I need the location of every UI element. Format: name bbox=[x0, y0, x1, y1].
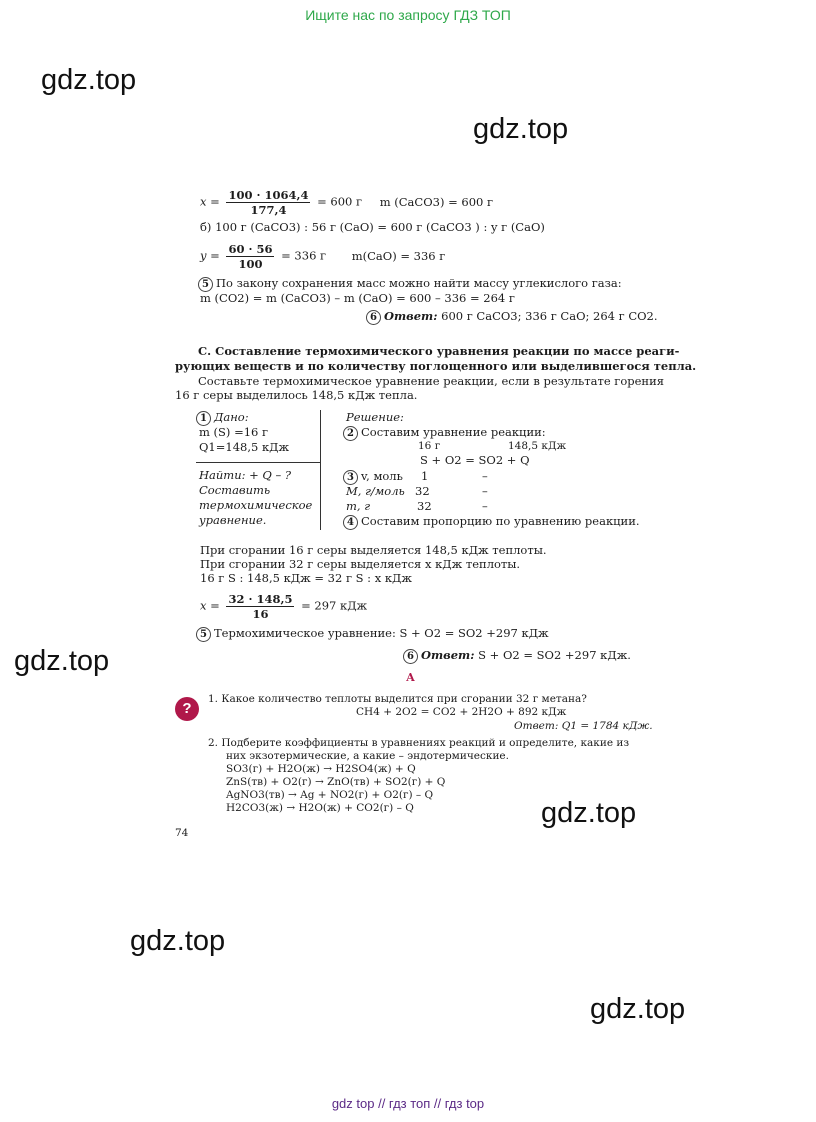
step-number-badge: 5 bbox=[198, 277, 213, 292]
watermark: gdz.top bbox=[41, 64, 137, 96]
section-heading-cont: рующих веществ и по количеству поглощенного или выделившегося тепла. bbox=[175, 359, 697, 373]
watermark: gdz.top bbox=[590, 993, 686, 1025]
step-number-badge: 1 bbox=[196, 411, 211, 426]
proportion-line-2: При сгорании 32 г серы выделяется x кДж теплоты. bbox=[200, 557, 521, 571]
reaction-3: AgNO3(тв) → Ag + NO2(г) + O2(г) – Q bbox=[226, 789, 434, 801]
reaction-equation: S + O2 = SO2 + Q bbox=[420, 453, 530, 467]
watermark: gdz.top bbox=[541, 797, 637, 829]
row-amount-dash: – bbox=[482, 469, 488, 483]
step-number-badge: 6 bbox=[366, 310, 381, 325]
exercise-1: 1. Какое количество теплоты выделится при сгорании 32 г метана? bbox=[208, 693, 587, 705]
given-title: 1 Дано: bbox=[196, 410, 249, 426]
answer-line: 6 Ответ: 600 г CaCO3; 336 г CaO; 264 г CO2. bbox=[366, 309, 658, 325]
page-number: 74 bbox=[175, 827, 189, 839]
row-mass-value: 32 bbox=[417, 499, 432, 513]
given-heat: Q1=148,5 кДж bbox=[199, 440, 290, 454]
find-text: Найти: + Q – ? bbox=[199, 468, 292, 482]
given-mass: m (S) =16 г bbox=[199, 425, 269, 439]
solution-step-4: 4 Составим пропорцию по уравнению реакции. bbox=[343, 514, 640, 530]
row-molar-mass-dash: – bbox=[482, 484, 488, 498]
question-icon: ? bbox=[175, 697, 199, 721]
final-answer: 6 Ответ: S + O2 = SO2 +297 кДж. bbox=[403, 648, 631, 664]
exercise-level-letter: А bbox=[406, 671, 415, 684]
thermo-equation: 5 Термохимическое уравнение: S + O2 = SO2 +297 кДж bbox=[196, 626, 549, 642]
row-amount: 3 v, моль bbox=[343, 469, 403, 485]
solution-step-2: 2 Составим уравнение реакции: bbox=[343, 425, 546, 441]
reaction-2: ZnS(тв) + O2(г) → ZnO(тв) + SO2(г) + Q bbox=[226, 776, 446, 788]
given-divider bbox=[196, 462, 320, 463]
row-amount-value: 1 bbox=[421, 469, 429, 483]
section-heading: С. Составление термохимического уравнения реакции по массе реаги- bbox=[198, 344, 680, 358]
footer-links[interactable]: gdz top // гдз топ // гдз top bbox=[331, 1096, 485, 1111]
equation-x: x = $\frac{100 \cdot 1064,4}{177,4}$ = 600 г m (CaCO3) = 600 г bbox=[200, 188, 494, 217]
exercise-1-answer: Ответ: Q1 = 1784 кДж. bbox=[514, 720, 653, 732]
watermark: gdz.top bbox=[130, 925, 226, 957]
proportion-line-b: б) 100 г (CaCO3) : 56 г (CaO) = 600 г (CaCO3 ) : y г (CaO) bbox=[200, 220, 545, 234]
top-banner[interactable]: Ищите нас по запросу ГДЗ ТОП bbox=[305, 7, 511, 23]
watermark: gdz.top bbox=[473, 113, 569, 145]
watermark: gdz.top bbox=[14, 645, 110, 677]
step-number-badge: 4 bbox=[343, 515, 358, 530]
step-number-badge: 5 bbox=[196, 627, 211, 642]
proportion-line-3: 16 г S : 148,5 кДж = 32 г S : x кДж bbox=[200, 571, 412, 585]
equation-y: y = $\frac{60 \cdot 56}{100}$ = 336 г m(CaO) = 336 г bbox=[200, 242, 446, 271]
reaction-1: SO3(г) + H2O(ж) → H2SO4(ж) + Q bbox=[226, 763, 416, 775]
row-mass: m, г bbox=[346, 499, 371, 513]
step-number-badge: 6 bbox=[403, 649, 418, 664]
proportion-line-1: При сгорании 16 г серы выделяется 148,5 кДж теплоты. bbox=[200, 543, 547, 557]
row-molar-mass-value: 32 bbox=[415, 484, 430, 498]
find-task-1: Составить bbox=[199, 483, 271, 497]
step-5-equation: m (CO2) = m (CaCO3) – m (CaO) = 600 – 336 = 264 г bbox=[200, 291, 515, 305]
find-task-3: уравнение. bbox=[199, 513, 267, 527]
task-text: Составьте термохимическое уравнение реакции, если в результате горения bbox=[198, 374, 665, 388]
find-task-2: термохимическое bbox=[199, 498, 313, 512]
proportion-equation: x = $\frac{32 \cdot 148,5}{16}$ = 297 кДж bbox=[200, 592, 368, 621]
row-mass-dash: – bbox=[482, 499, 488, 513]
mass-above-s: 16 г bbox=[418, 440, 441, 452]
exercise-2-cont: них экзотермические, а какие – эндотермические. bbox=[226, 750, 509, 762]
reaction-4: H2CO3(ж) → H2O(ж) + CO2(г) – Q bbox=[226, 802, 414, 814]
heat-above-q: 148,5 кДж bbox=[508, 440, 567, 452]
table-divider bbox=[320, 410, 321, 530]
step-5-text: 5 По закону сохранения масс можно найти массу углекислого газа: bbox=[198, 276, 622, 292]
step-number-badge: 3 bbox=[343, 470, 358, 485]
task-text-cont: 16 г серы выделилось 148,5 кДж тепла. bbox=[175, 388, 418, 402]
solution-title: Решение: bbox=[346, 410, 404, 424]
step-number-badge: 2 bbox=[343, 426, 358, 441]
exercise-1-equation: CH4 + 2O2 = CO2 + 2H2O + 892 кДж bbox=[356, 706, 567, 718]
exercise-2: 2. Подберите коэффициенты в уравнениях реакций и определите, какие из bbox=[208, 737, 630, 749]
row-molar-mass: M, г/моль bbox=[346, 484, 405, 498]
